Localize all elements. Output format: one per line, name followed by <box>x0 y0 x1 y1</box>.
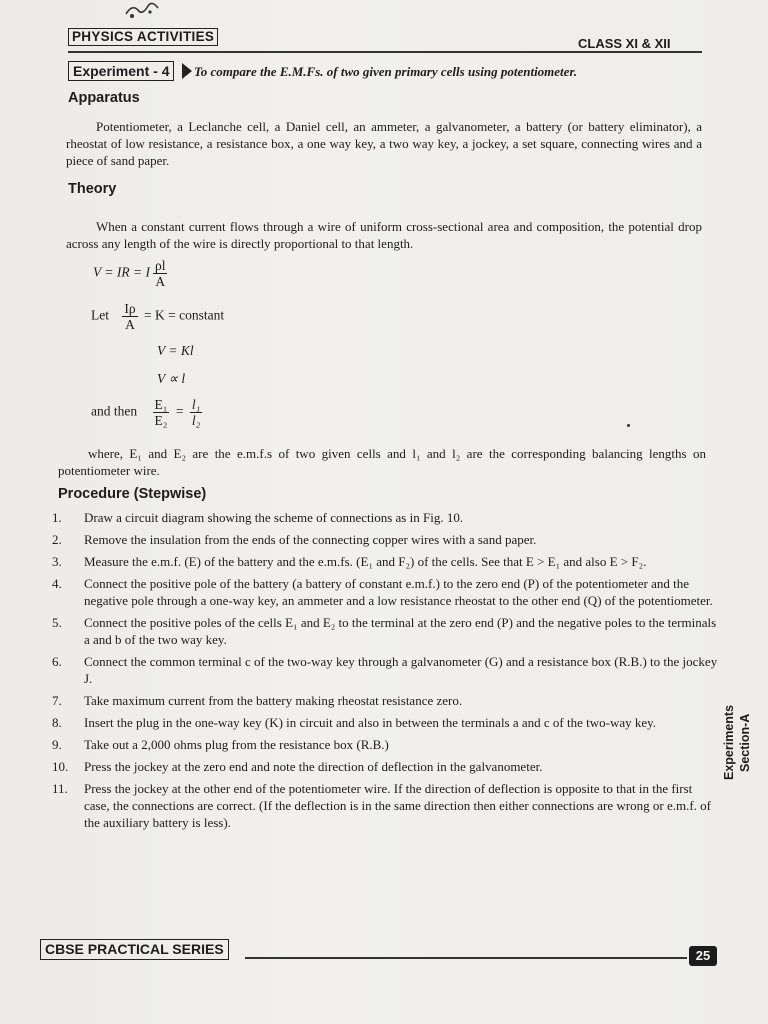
fraction-denominator: A <box>155 274 166 289</box>
list-item <box>52 509 718 526</box>
step-text: Press the jockey at the other end of the potentiometer wire. If the direction of deflection is opposite to that in the first case, the connections are correct. (If the deflection is in the same direction then either connections are wrong or e.m.f. of the auxiliary battery is less). <box>84 781 711 830</box>
fraction-numerator: E₁ <box>154 397 168 412</box>
list-item <box>52 692 718 709</box>
side-tab-section: Section-A <box>738 713 752 772</box>
procedure-heading: Procedure (Stepwise) <box>58 486 207 502</box>
emf-ratio-fraction <box>153 397 170 428</box>
step-number: 11. <box>52 781 68 796</box>
equation-constant-fraction <box>122 301 137 332</box>
step-number: 8. <box>52 715 62 730</box>
step-number: 1. <box>52 510 62 525</box>
step-number: 4. <box>52 576 62 591</box>
list-item <box>52 758 718 775</box>
step-text: Draw a circuit diagram showing the scheme of connections as in Fig. 10. <box>84 510 464 525</box>
page-number: 25 <box>689 946 717 966</box>
subject-label: PHYSICS ACTIVITIES <box>68 28 218 46</box>
step-number: 7. <box>52 693 62 708</box>
fraction-denominator: A <box>125 317 135 332</box>
step-text: Take maximum current from the battery making rheostat resistance zero. <box>84 693 463 708</box>
list-item <box>52 553 718 570</box>
length-ratio-fraction <box>190 397 202 428</box>
equation-let-label: Let <box>91 307 109 323</box>
experiment-number: Experiment - 4 <box>68 61 174 81</box>
step-text: Take out a 2,000 ohms plug from the resistance box (R.B.) <box>84 737 389 752</box>
class-label: CLASS XI & XII <box>578 36 671 51</box>
step-number: 5. <box>52 615 62 630</box>
fraction-denominator: E₂ <box>154 413 168 428</box>
apparatus-text: Potentiometer, a Leclanche cell, a Daniel cell, an ammeter, a galvanometer, a battery (or battery eliminator), a rheostat of low resistance, a resistance box, a one way key, a two way key, a jockey, a set square, connecting wires and a piece of sand paper. <box>66 119 702 168</box>
step-text: Measure the e.m.f. (E) of the battery and the e.m.fs. (E₁ and F₂) of the cells. See that E > E₁ and also E > F₂. <box>84 554 647 569</box>
theory-heading: Theory <box>68 181 117 197</box>
list-item <box>52 531 718 548</box>
equation-proportional: V ∝ l <box>157 371 186 386</box>
step-text: Remove the insulation from the ends of the connecting copper wires with a sand paper. <box>84 532 537 547</box>
where-text: where, E₁ and E₂ are the e.m.f.s of two given cells and l₁ and l₂ are the corresponding balancing lengths on potentiometer wire. <box>58 446 706 478</box>
step-number: 2. <box>52 532 62 547</box>
footer-rule <box>245 957 687 959</box>
step-text: Connect the positive pole of the battery (a battery of constant e.m.f.) to the zero end (P) of the potentiometer and the negative pole through a one-way key, an ammeter and a low resistance rheostat to the other end (Q) of the potentiometer. <box>84 576 713 608</box>
step-text: Press the jockey at the zero end and note the direction of deflection in the galvanometer. <box>84 759 543 774</box>
fraction-denominator: l₂ <box>191 413 201 428</box>
apparatus-heading: Apparatus <box>68 90 140 106</box>
equation-constant-rhs: = K = constant <box>143 307 225 323</box>
list-item <box>52 575 718 609</box>
theory-text: When a constant current flows through a wire of uniform cross-sectional area and composition, the potential drop across any length of the wire is directly proportional to that length. <box>66 219 702 251</box>
stray-dot <box>627 424 630 427</box>
fraction-numerator: ρl <box>154 258 166 273</box>
header-rule <box>68 51 702 53</box>
procedure-list <box>52 509 718 836</box>
list-item <box>52 714 718 731</box>
decorative-mark-icon <box>122 0 162 22</box>
list-item <box>52 653 718 687</box>
pointer-arrow-icon <box>182 63 192 79</box>
step-number: 10. <box>52 759 69 774</box>
fraction-numerator: l₁ <box>191 397 201 412</box>
equation-ohm-lhs: V = IR = I <box>93 264 150 280</box>
step-number: 9. <box>52 737 62 752</box>
fraction-numerator: Iρ <box>124 301 136 316</box>
list-item <box>52 736 718 753</box>
equation-constant <box>91 301 224 332</box>
step-text: Insert the plug in the one-way key (K) in circuit and also in between the terminals a and c of the two-way key. <box>84 715 657 730</box>
step-number: 3. <box>52 554 62 569</box>
equation-ohm-fraction <box>153 258 168 289</box>
list-item <box>52 614 718 648</box>
experiment-title: To compare the E.M.Fs. of two given primary cells using potentiometer. <box>194 64 578 79</box>
series-label: CBSE PRACTICAL SERIES <box>40 939 229 960</box>
step-number: 6. <box>52 654 62 669</box>
step-text: Connect the common terminal c of the two-way key through a galvanometer (G) and a resistance box (R.B.) to the jockey J. <box>84 654 718 686</box>
equation-ohm <box>93 258 170 289</box>
side-tab-experiments: Experiments <box>722 704 736 780</box>
list-item <box>52 780 718 831</box>
step-text: Connect the positive poles of the cells E₁ and E₂ to the terminal at the zero end (P) and the negative poles to the terminals a and b of the two way key. <box>84 615 717 647</box>
section-side-tab <box>718 684 758 780</box>
equation-v-kl: V = Kl <box>157 343 194 358</box>
equation-ratio: and then $\frac{\text{E₁}}{\text{E₂}}$ = $\frac{\text{l₁}}{\text{l₂}}$ <box>91 397 201 428</box>
equation-ratio-prefix: and then <box>91 403 138 419</box>
